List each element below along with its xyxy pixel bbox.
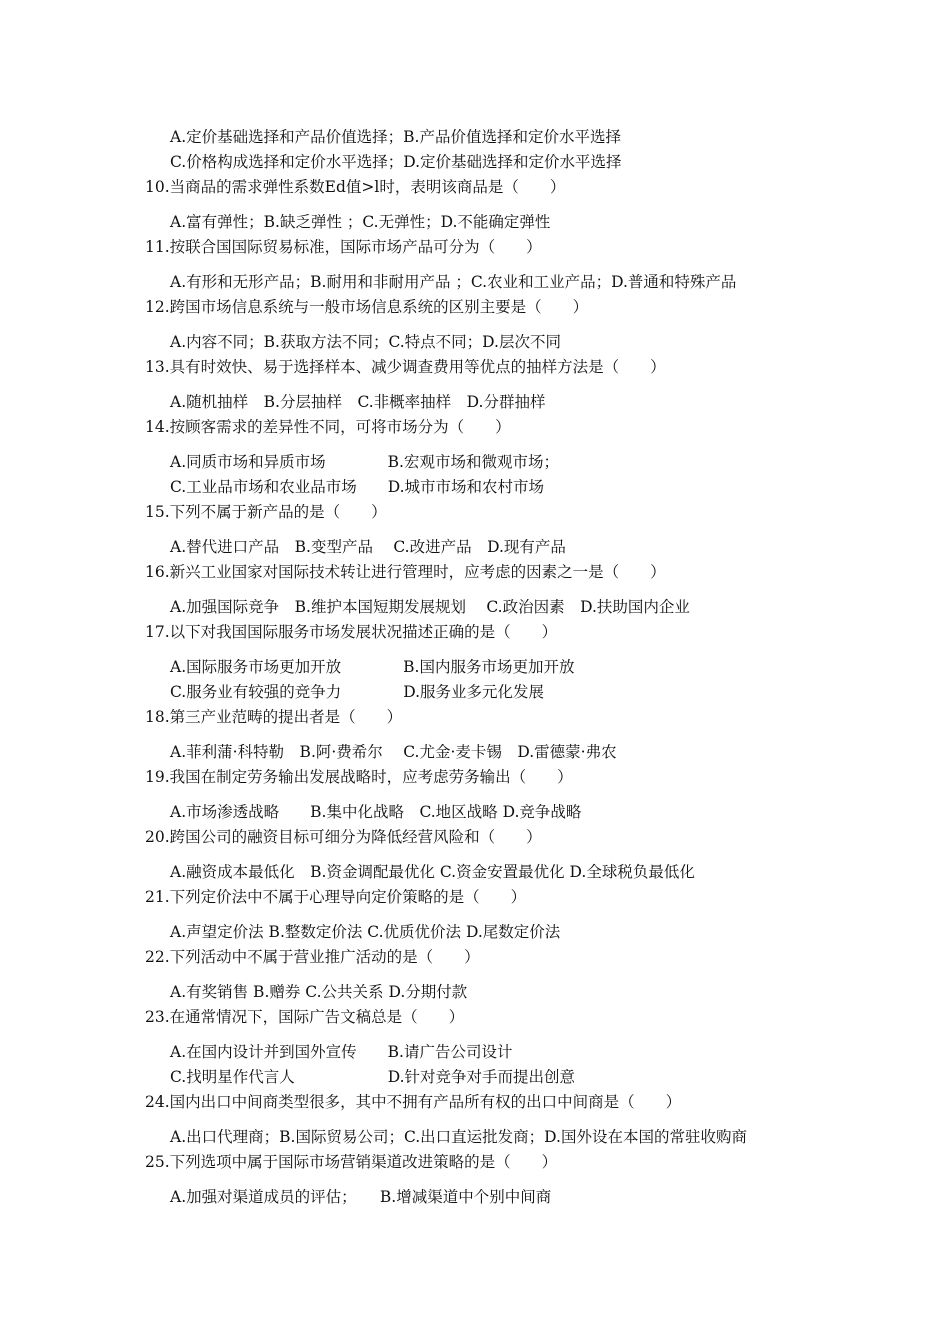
option-line: A.加强对渠道成员的评估； B.增减渠道中个别中间商 bbox=[170, 1188, 552, 1206]
question-line: 24.国内出口中间商类型很多，其中不拥有产品所有权的出口中间商是（ ） bbox=[145, 1093, 682, 1111]
option-line: A.有奖销售 B.赠券 C.公共关系 D.分期付款 bbox=[170, 983, 468, 1001]
question-line: 15.下列不属于新产品的是（ ） bbox=[145, 503, 387, 521]
option-line: A.同质市场和异质市场 B.宏观市场和微观市场； bbox=[170, 453, 559, 471]
option-line: A.出口代理商；B.国际贸易公司；C.出口直运批发商；D.国外设在本国的常驻收购商 bbox=[170, 1128, 747, 1146]
question-line: 22.下列活动中不属于营业推广活动的是（ ） bbox=[145, 948, 480, 966]
option-line: A.随机抽样 B.分层抽样 C.非概率抽样 D.分群抽样 bbox=[170, 393, 546, 411]
option-line: A.融资成本最低化 B.资金调配最优化 C.资金安置最优化 D.全球税负最低化 bbox=[170, 863, 695, 881]
option-line: C.工业品市场和农业品市场 D.城市市场和农村市场 bbox=[170, 478, 545, 496]
option-line: A.富有弹性；B.缺乏弹性 ；C.无弹性；D.不能确定弹性 bbox=[170, 213, 551, 231]
question-line: 18.第三产业范畴的提出者是（ ） bbox=[145, 708, 403, 726]
question-line: 19.我国在制定劳务输出发展战略时，应考虑劳务输出（ ） bbox=[145, 768, 573, 786]
option-line: A.国际服务市场更加开放 B.国内服务市场更加开放 bbox=[170, 658, 575, 676]
option-line: A.在国内设计并到国外宣传 B.请广告公司设计 bbox=[170, 1043, 513, 1061]
option-line: A.菲利蒲·科特勒 B.阿·费希尔 C.尤金·麦卡锡 D.雷德蒙·弗农 bbox=[170, 743, 617, 761]
option-line: A.替代进口产品 B.变型产品 C.改进产品 D.现有产品 bbox=[170, 538, 566, 556]
option-line: C.找明星作代言人 D.针对竞争对手而提出创意 bbox=[170, 1068, 576, 1086]
option-line: C.服务业有较强的竞争力 D.服务业多元化发展 bbox=[170, 683, 545, 701]
option-line: A.有形和无形产品；B.耐用和非耐用产品 ；C.农业和工业产品；D.普通和特殊产品 bbox=[170, 273, 737, 291]
question-line: 17.以下对我国国际服务市场发展状况描述正确的是（ ） bbox=[145, 623, 558, 641]
option-line: A.声望定价法 B.整数定价法 C.优质优价法 D.尾数定价法 bbox=[170, 923, 561, 941]
question-line: 11.按联合国国际贸易标准，国际市场产品可分为（ ） bbox=[145, 238, 542, 256]
option-line: A.市场渗透战略 B.集中化战略 C.地区战略 D.竞争战略 bbox=[170, 803, 582, 821]
question-line: 13.具有时效快、易于选择样本、减少调查费用等优点的抽样方法是（ ） bbox=[145, 358, 666, 376]
option-line: A.定价基础选择和产品价值选择；B.产品价值选择和定价水平选择 bbox=[170, 128, 621, 146]
option-line: A.加强国际竞争 B.维护本国短期发展规划 C.政治因素 D.扶助国内企业 bbox=[170, 598, 690, 616]
option-line: C.价格构成选择和定价水平选择；D.定价基础选择和定价水平选择 bbox=[170, 153, 622, 171]
question-line: 23.在通常情况下，国际广告文稿总是（ ） bbox=[145, 1008, 465, 1026]
question-line: 10.当商品的需求弹性系数Ed值>l时，表明该商品是（ ） bbox=[145, 178, 566, 196]
question-line: 16.新兴工业国家对国际技术转让进行管理时，应考虑的因素之一是（ ） bbox=[145, 563, 666, 581]
question-line: 20.跨国公司的融资目标可细分为降低经营风险和（ ） bbox=[145, 828, 542, 846]
question-line: 14.按顾客需求的差异性不同，可将市场分为（ ） bbox=[145, 418, 511, 436]
question-line: 25.下列选项中属于国际市场营销渠道改进策略的是（ ） bbox=[145, 1153, 558, 1171]
option-line: A.内容不同；B.获取方法不同；C.特点不同；D.层次不同 bbox=[170, 333, 561, 351]
question-line: 12.跨国市场信息系统与一般市场信息系统的区别主要是（ ） bbox=[145, 298, 589, 316]
question-line: 21.下列定价法中不属于心理导向定价策略的是（ ） bbox=[145, 888, 527, 906]
